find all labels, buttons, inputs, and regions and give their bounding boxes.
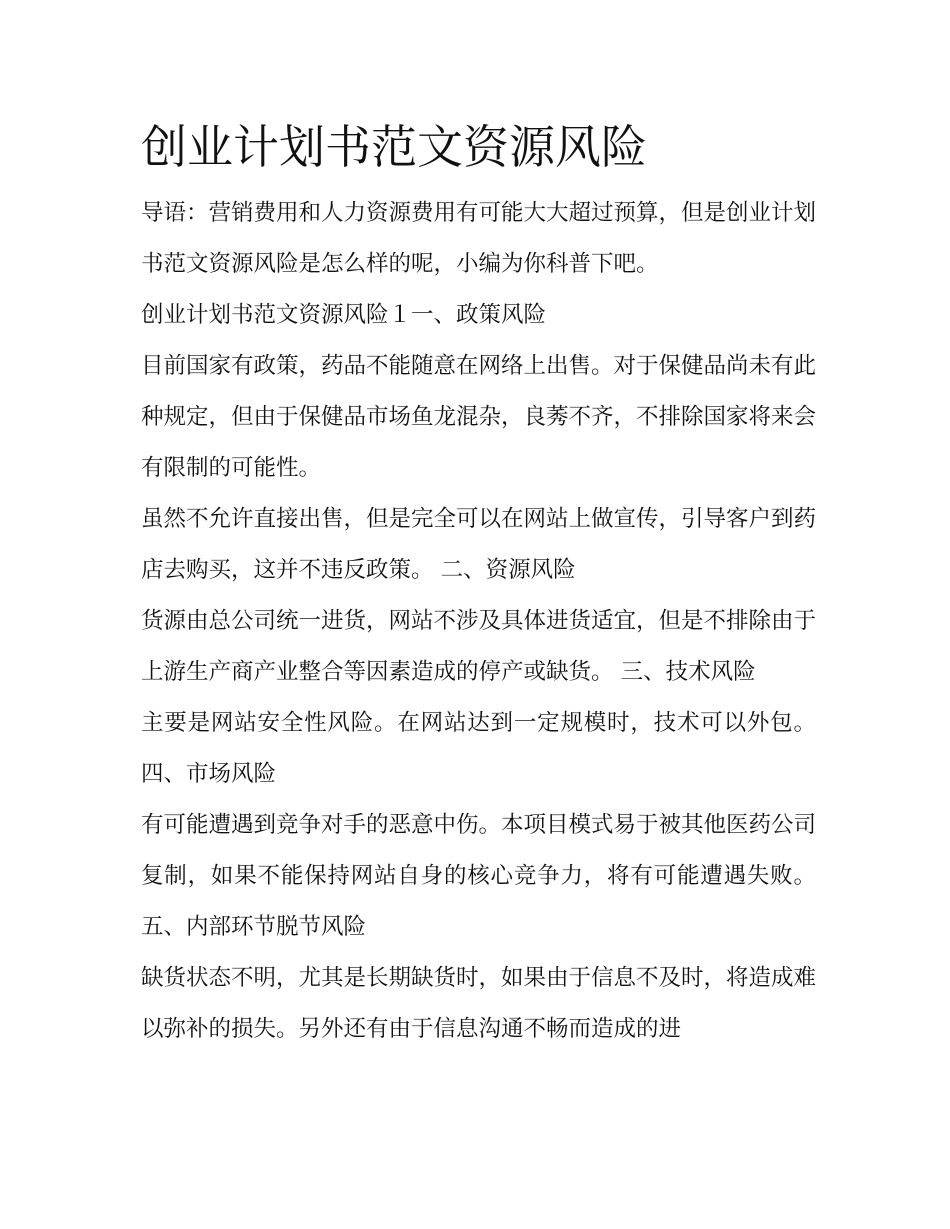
paragraph-stockout-risk: 缺货状态不明，尤其是长期缺货时，如果由于信息不及时，将造成难以弥补的损失。另外还有由于信息沟通不畅而造成的进	[141, 965, 817, 1042]
paragraph-policy-risk: 目前国家有政策，药品不能随意在网络上出售。对于保健品尚未有此种规定，但由于保健品市场鱼龙混杂，良莠不齐，不排除国家将来会有限制的可能性。	[141, 353, 817, 481]
section-heading-policy-risk: 创业计划书范文资源风险１一、政策风险	[141, 302, 547, 328]
paragraph-technical-risk: 货源由总公司统一进货，网站不涉及具体进货适宜，但是不排除由于上游生产商产业整合等因素造成的停产或缺货。 三、技术风险	[141, 608, 817, 685]
document-title: 创业计划书范文资源风险	[141, 120, 647, 174]
paragraph-internal-risk: 有可能遭遇到竞争对手的恶意中伤。本项目模式易于被其他医药公司复制，如果不能保持网站自身的核心竞争力，将有可能遭遇失败。 五、内部环节脱节风险	[141, 812, 817, 940]
intro-paragraph: 导语：营销费用和人力资源费用有可能大大超过预算，但是创业计划书范文资源风险是怎么样的呢，小编为你科普下吧。	[141, 200, 817, 277]
paragraph-market-risk: 主要是网站安全性风险。在网站达到一定规模时，技术可以外包。 四、市场风险	[141, 710, 816, 787]
document-body	[141, 112, 816, 1055]
paragraph-resource-risk: 虽然不允许直接出售，但是完全可以在网站上做宣传，引导客户到药店去购买，这并不违反政策。 二、资源风险	[141, 506, 817, 583]
